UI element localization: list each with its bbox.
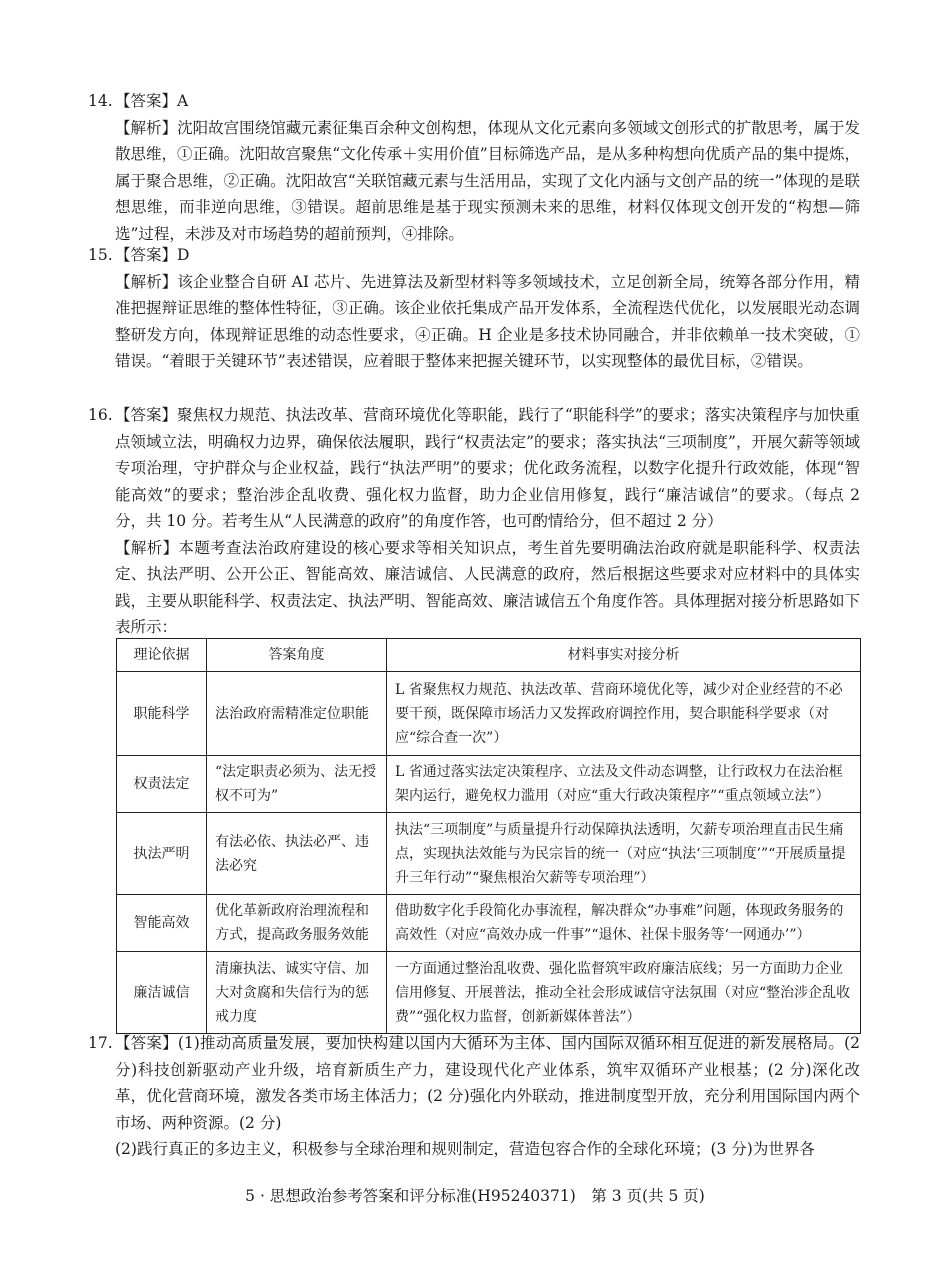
table-cell: 执法“三项制度”与质量提升行动保障执法透明，欠薪专项治理直击民生痛点，实现执法效能与为民宗旨的统一（对应“执法‘三项制度’”“开展质量提升三年行动”“聚焦根治欠薪等专项治理”） (387, 813, 861, 895)
analysis-paragraph: 【解析】沈阳故宫围绕馆藏元素征集百余种文创构想，体现从文化元素向多领域文创形式的扩散思考，属于发散思维，①正确。沈阳故宫聚焦“文化传承＋实用价值”目标筛选产品，是从多种构想向优质产品的集中提炼，属于聚合思维，②正确。沈阳故宫“关联馆藏元素与生活用品，实现了文化内涵与文创产品的统一”体现的是联想思维，而非逆向思维，③错误。超前思维是基于现实预测未来的思维，材料仅体现文创开发的“构想—筛选”过程，未涉及对市场趋势的超前预判，④排除。 (115, 118, 860, 243)
table-cell: 一方面通过整治乱收费、强化监督筑牢政府廉洁底线；另一方面助力企业信用修复、开展普法，推动全社会形成诚信守法氛围（对应“整治涉企乱收费”“强化权力监督，创新新媒体普法”） (387, 952, 861, 1034)
table-row (117, 813, 861, 895)
table-cell: L 省聚焦权力规范、执法改革、营商环境优化等，减少对企业经营的不必要干预，既保障市场活力又发挥政府调控作用，契合职能科学要求（对应“综合查一次”） (387, 672, 861, 756)
question-15 (88, 242, 860, 375)
page-footer: 5 · 思想政治参考答案和评分标准(H95240371) 第 3 页(共 5 页) (245, 1187, 705, 1205)
column-header: 理论依据 (117, 639, 207, 672)
table-cell: “法定职责必须为、法无授权不可为” (207, 756, 387, 813)
answer-part-2: (2)践行真正的多边主义，积极参与全球治理和规则制定，营造包容合作的全球化环境；(3 分)为世界各 (115, 1140, 815, 1158)
table-cell: 优化革新政府治理流程和方式，提高政务服务效能 (207, 895, 387, 952)
table-cell: 有法必依、执法必严、违法必究 (207, 813, 387, 895)
question-number: 14. (88, 92, 113, 110)
table-cell: 智能高效 (117, 895, 207, 952)
table-row (117, 952, 861, 1034)
table-cell: 权责法定 (117, 756, 207, 813)
table-cell: 借助数字化手段简化办事流程，解决群众“办事难”问题，体现政务服务的高效性（对应“高效办成一件事”“退休、社保卡服务等‘一网通办’”） (387, 895, 861, 952)
answer-paragraph: 【答案】聚焦权力规范、执法改革、营商环境优化等职能，践行了“职能科学”的要求；落实决策程序与加快重点领域立法，明确权力边界，确保依法履职，践行“权责法定”的要求；落实执法“三项制度”，开展欠薪等领域专项治理，守护群众与企业权益，践行“执法严明”的要求；优化政务流程，以数字化提升行政效能，体现“智能高效”的要求；整治涉企乱收费、强化权力监督，助力企业信用修复，践行“廉洁诚信”的要求。（每点 2 分，共 10 分。若考生从“人民满意的政府”的角度作答，也可酌情给分，但不超过 2 分） (115, 406, 860, 530)
column-header: 材料事实对接分析 (387, 639, 861, 672)
table-row (117, 756, 861, 813)
question-16 (88, 402, 860, 641)
analysis-table (116, 638, 861, 1034)
question-17 (88, 1030, 860, 1163)
table-header-row (117, 639, 861, 672)
analysis-paragraph: 【解析】本题考查法治政府建设的核心要求等相关知识点，考生首先要明确法治政府就是职能科学、权责法定、执法严明、公开公正、智能高效、廉洁诚信、人民满意的政府，然后根据这些要求对应材料中的具体实践，主要从职能科学、权责法定、执法严明、智能高效、廉洁诚信五个角度作答。具体理据对接分析思路如下表所示： (115, 538, 860, 636)
table-cell: L 省通过落实法定决策程序、立法及文件动态调整，让行政权力在法治框架内运行，避免权力滥用（对应“重大行政决策程序”“重点领域立法”） (387, 756, 861, 813)
table-cell: 廉洁诚信 (117, 952, 207, 1034)
question-number: 16. (88, 406, 113, 424)
table-row (117, 672, 861, 756)
table-cell: 执法严明 (117, 813, 207, 895)
table-cell: 职能科学 (117, 672, 207, 756)
question-number: 17. (88, 1034, 113, 1052)
answer-part-1: 【答案】(1)推动高质量发展，要加快构建以国内大循环为主体、国内国际双循环相互促进的新发展格局。(2 分)科技创新驱动产业升级，培育新质生产力，建设现代化产业体系，筑牢双循环产业根基；(2 分)深化改革，优化营商环境，激发各类市场主体活力；(2 分)强化内外联动，推进制度型开放，充分利用国际国内两个市场、两种资源。(2 分) (115, 1034, 860, 1132)
table-cell: 法治政府需精准定位职能 (207, 672, 387, 756)
column-header: 答案角度 (207, 639, 387, 672)
analysis-paragraph: 【解析】该企业整合自研 AI 芯片、先进算法及新型材料等多领域技术，立足创新全局，统筹各部分作用，精准把握辩证思维的整体性特征，③正确。该企业依托集成产品开发体系，全流程迭代优化，以发展眼光动态调整研发方向，体现辩证思维的动态性要求，④正确。H 企业是多技术协同融合，并非依赖单一技术突破，①错误。“着眼于关键环节”表述错误，应着眼于整体来把握关键环节，以实现整体的最优目标，②错误。 (115, 272, 860, 370)
answer-line: 【答案】A (115, 92, 189, 110)
question-14 (88, 88, 860, 247)
question-number: 15. (88, 246, 113, 264)
table-row (117, 895, 861, 952)
answer-line: 【答案】D (115, 246, 190, 264)
table-cell: 清廉执法、诚实守信、加大对贪腐和失信行为的惩戒力度 (207, 952, 387, 1034)
